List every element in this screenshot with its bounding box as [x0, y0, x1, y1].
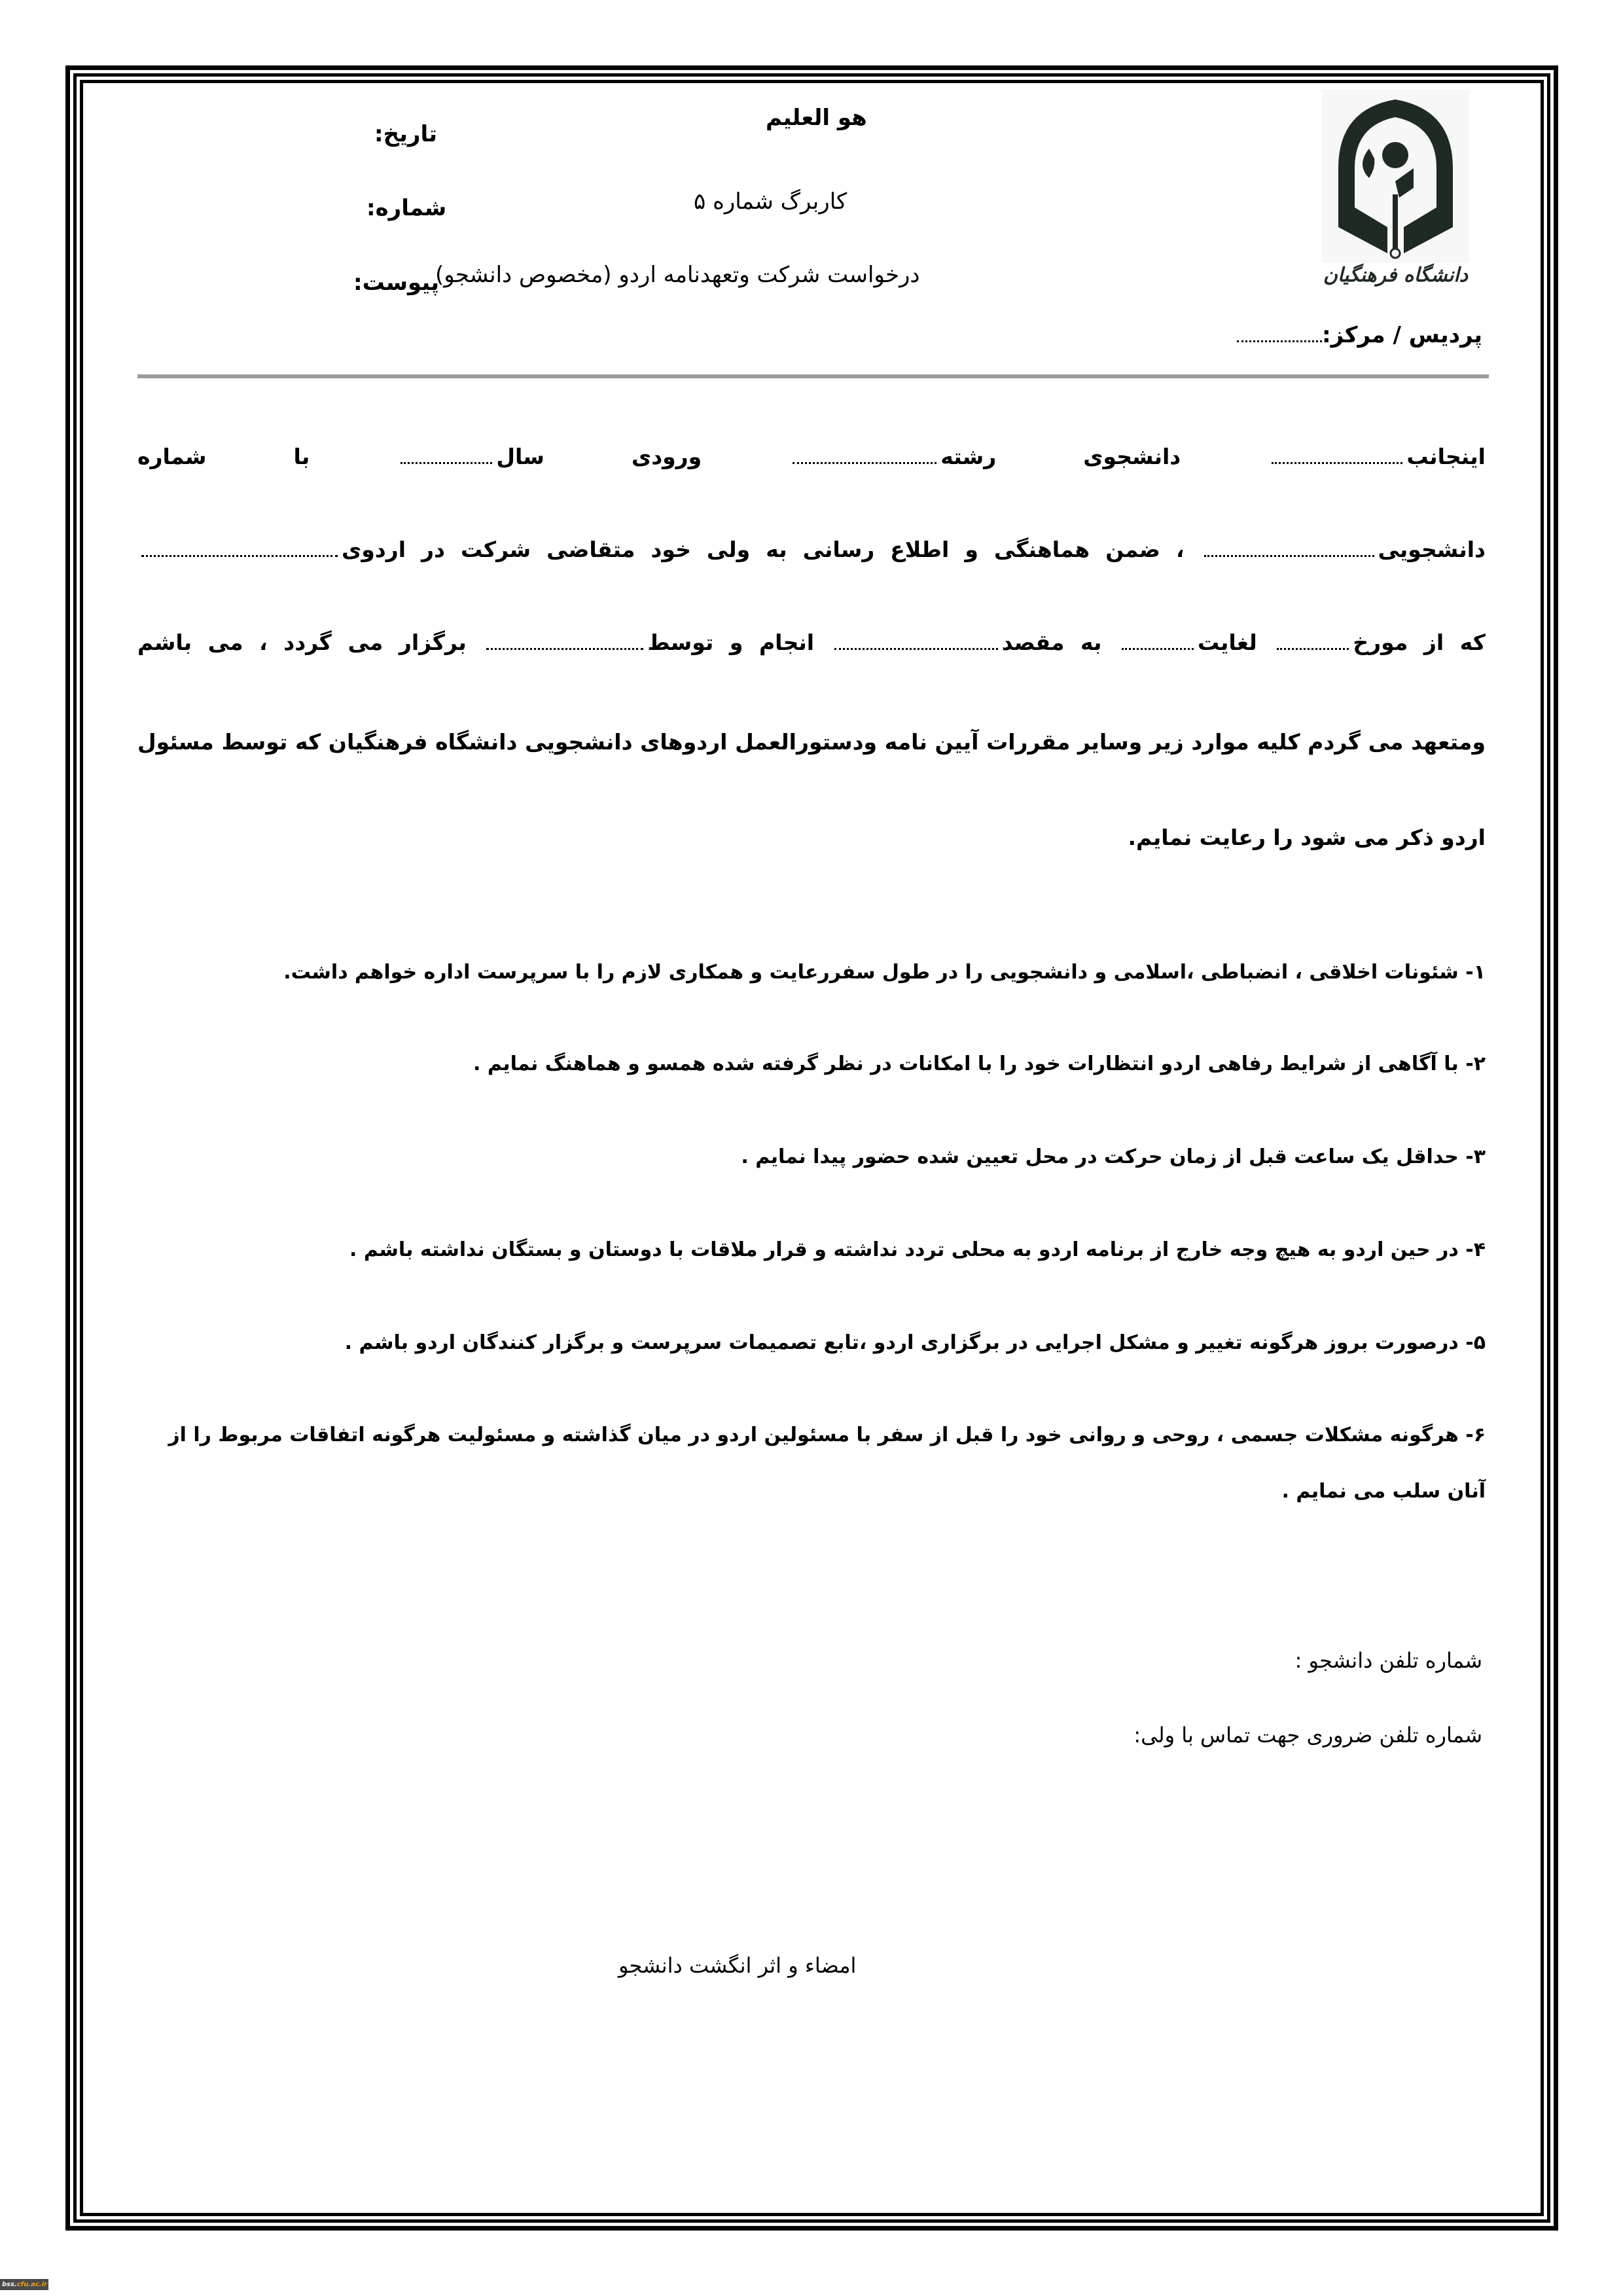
- rule-item-1: ۱- شئونات اخلاقی ، انضباطی ،اسلامی و دانشجویی را در طول سفررعایت و همکاری لازم را با سرپرست اداره خواهم داشت.: [283, 961, 1486, 984]
- site-watermark: [0, 2279, 48, 2290]
- to-date-blank[interactable]: [1122, 641, 1194, 650]
- rule-item-5: ۵- درصورت بروز هرگونه تغییر و مشکل اجرایی در برگزاری اردو ،تابع تصمیمات سرپرست و برگزار کنندگان اردو باشم .: [344, 1331, 1486, 1354]
- rule-item-2: ۲- با آگاهی از شرایط رفاهی اردو انتظارات خود را با امکانات در نظر گرفته شده همسو و هماهنگ نمایم .: [473, 1052, 1486, 1075]
- watermark-domain: cfu.ac.ir: [16, 2281, 47, 2288]
- intro-text: دانشجوی رشته: [940, 444, 1181, 469]
- intro-line-1: [137, 437, 1486, 476]
- campus-label: پردیس / مرکز:: [1321, 322, 1482, 348]
- intro-text: با شماره: [137, 444, 310, 469]
- date-label: تاریخ:: [374, 121, 437, 147]
- invocation-text: هو العليم: [766, 105, 867, 131]
- name-blank[interactable]: [1272, 456, 1402, 464]
- intro-text: دانشجویی: [1378, 537, 1486, 562]
- destination-blank[interactable]: [834, 641, 998, 650]
- number-label: شماره:: [366, 195, 447, 221]
- intro-text: به مقصد: [1001, 630, 1102, 655]
- intro-line-5: اردو ذکر می شود را رعایت نمایم.: [1128, 825, 1486, 850]
- campus-blank[interactable]: [1237, 334, 1322, 342]
- intro-text: برگزار می گردد ، می باشم: [137, 630, 467, 655]
- farhangian-emblem-icon: [1322, 90, 1469, 263]
- university-logo: [1322, 90, 1469, 299]
- intro-text: انجام و توسط: [647, 630, 815, 655]
- entry-year-blank[interactable]: [401, 456, 492, 464]
- camp-name-blank[interactable]: [141, 548, 338, 557]
- rule-item-3: ۳- حداقل یک ساعت قبل از زمان حرکت در محل تعیین شده حضور پیدا نمایم .: [741, 1145, 1486, 1168]
- intro-text: که از مورخ: [1353, 630, 1486, 655]
- rule-item-6: ۶- هرگونه مشکلات جسمی ، روحی و روانی خود را قبل از سفر با مسئولین اردو در میان گذاشته و مسئولیت هرگونه اتفاقات مربوط را از آنان سلب می نمایم .: [168, 1424, 1486, 1503]
- intro-text: ، ضمن هماهنگی و اطلاع رسانی به ولی خود متقاضی شرکت در اردوی: [342, 537, 1185, 562]
- watermark-prefix: bss.: [2, 2281, 17, 2288]
- student-number-blank[interactable]: [1204, 548, 1374, 557]
- organizer-blank[interactable]: [486, 641, 643, 650]
- student-phone-label: شماره تلفن دانشجو :: [1294, 1648, 1482, 1673]
- form-number: کاربرگ شماره ۵: [694, 188, 847, 215]
- rule-item-4: ۴- در حین اردو به هیچ وجه خارج از برنامه اردو به محلی تردد نداشته و قرار ملاقات با دوستان و بستگان نداشته باشم .: [349, 1238, 1486, 1261]
- intro-line-4: ومتعهد می گردم کلیه موارد زیر وسایر مقررات آیین نامه ودستورالعمل اردوهای دانشجویی دانشگاه فرهنگیان که توسط مسئول: [137, 729, 1486, 755]
- from-date-blank[interactable]: [1277, 641, 1349, 650]
- signature-label: امضاء و اثر انگشت دانشجو: [618, 1953, 857, 1978]
- intro-line-2: [137, 530, 1486, 569]
- intro-text: لغایت: [1198, 630, 1257, 655]
- guardian-phone-label: شماره تلفن ضروری جهت تماس با ولی:: [1133, 1723, 1482, 1748]
- intro-line-3: [137, 623, 1486, 662]
- major-blank[interactable]: [793, 456, 936, 464]
- intro-text: اینجانب: [1406, 444, 1486, 469]
- attachment-label: پیوست:: [353, 270, 439, 296]
- intro-text: ورودی سال: [496, 444, 702, 469]
- logo-caption: دانشگاه فرهنگیان: [1323, 264, 1469, 287]
- header-separator: [137, 374, 1489, 378]
- campus-field: [1237, 322, 1482, 348]
- form-title: درخواست شرکت وتعهدنامه اردو (مخصوص دانشجو): [435, 262, 920, 288]
